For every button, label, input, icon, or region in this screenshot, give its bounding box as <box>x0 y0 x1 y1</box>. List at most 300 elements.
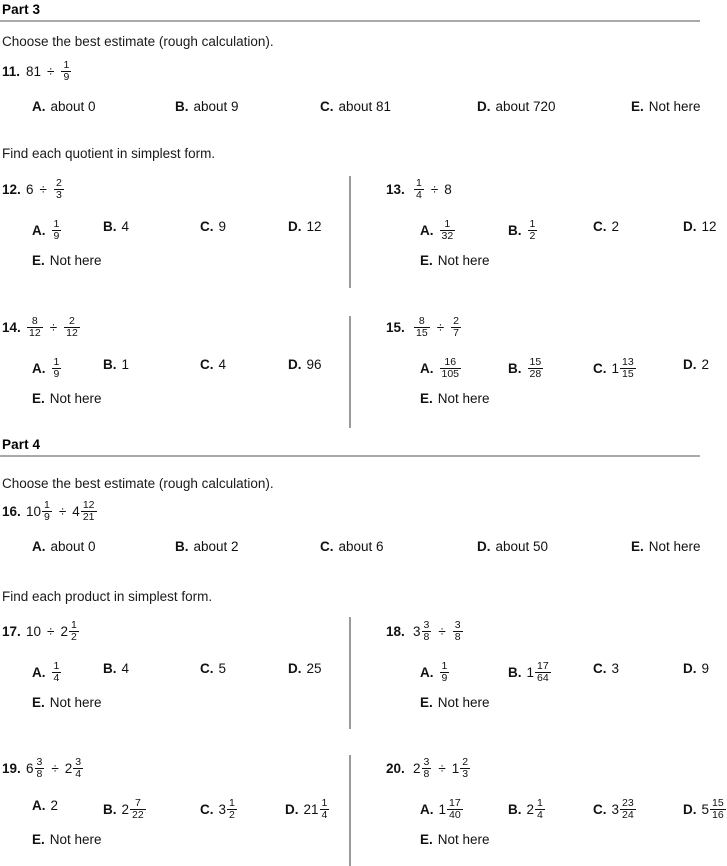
question-18-stem <box>384 620 700 643</box>
question-17-options <box>0 661 350 685</box>
option-d-letter: D. <box>288 661 302 676</box>
question-20 <box>350 755 724 847</box>
option-d-letter: D. <box>683 357 697 372</box>
question-17-stem <box>0 620 350 643</box>
fraction-numerator: 2 <box>55 176 62 189</box>
fraction-numerator: 2 <box>462 755 469 768</box>
option-e-value: Not here <box>437 391 490 406</box>
fraction-denominator: 9 <box>53 367 60 380</box>
fraction-denominator: 8 <box>36 767 43 780</box>
option-b[interactable] <box>508 219 538 242</box>
fraction-numerator: 1 <box>529 217 536 230</box>
mixed-whole: 2 <box>526 801 535 817</box>
option-e[interactable] <box>420 391 700 406</box>
option-a-letter: A. <box>420 802 434 817</box>
divide-operator: ÷ <box>51 761 59 776</box>
question-19-expression <box>26 757 84 780</box>
mixed-whole: 10 <box>26 503 42 519</box>
question-20-options <box>384 796 724 822</box>
option-e-letter: E. <box>420 695 433 710</box>
option-e[interactable] <box>32 695 350 710</box>
mixed-whole: 2 <box>64 760 73 776</box>
option-c[interactable] <box>200 798 238 821</box>
question-13-expression <box>413 178 452 201</box>
option-b-letter: B. <box>508 361 522 376</box>
question-14-number: 14. <box>2 320 21 335</box>
question-11-stem <box>0 60 700 83</box>
mixed-fraction <box>710 798 726 821</box>
fraction-2 <box>64 316 80 339</box>
option-a-value: about 0 <box>50 99 96 114</box>
option-d[interactable] <box>288 357 322 372</box>
fraction-denominator: 24 <box>622 808 634 821</box>
fraction-denominator: 4 <box>537 808 543 821</box>
option-e[interactable] <box>631 99 701 114</box>
option-b[interactable] <box>508 661 552 684</box>
option-e-letter: E. <box>32 832 45 847</box>
fraction-numerator: 1 <box>441 659 448 672</box>
option-a-letter: A. <box>32 223 46 238</box>
question-14-expression <box>26 316 81 339</box>
question-20-stem <box>384 757 700 780</box>
fraction-numerator: 3 <box>36 755 43 768</box>
question-12-options <box>0 219 350 243</box>
fraction-numerator: 3 <box>423 755 430 768</box>
option-c-letter: C. <box>593 802 607 817</box>
part-4-section <box>0 437 700 457</box>
option-b-letter: B. <box>508 223 522 238</box>
option-b-letter: B. <box>175 99 189 114</box>
option-a-letter: A. <box>32 798 46 813</box>
mixed-fraction <box>42 500 52 523</box>
operand-whole: 10 <box>26 624 42 639</box>
option-b-letter: B. <box>508 665 522 680</box>
option-c[interactable] <box>200 219 226 234</box>
option-e-letter: E. <box>631 539 644 554</box>
mixed-whole: 1 <box>438 801 447 817</box>
divide-operator: ÷ <box>438 761 446 776</box>
option-b-letter: B. <box>508 802 522 817</box>
mixed-fraction <box>422 620 432 643</box>
option-c-value: 5 <box>218 661 227 676</box>
option-c-value: 3 <box>611 661 620 676</box>
fraction-2 <box>451 316 461 339</box>
option-c[interactable] <box>593 357 637 380</box>
option-c-mixed-number <box>219 798 238 821</box>
question-16-expression <box>26 500 98 523</box>
option-d[interactable] <box>288 219 322 234</box>
option-d-mixed-number <box>702 798 727 821</box>
mixed-fraction <box>535 798 545 821</box>
fraction <box>27 316 43 339</box>
option-a[interactable] <box>32 798 58 813</box>
option-a[interactable] <box>32 661 62 684</box>
divide-operator: ÷ <box>47 64 55 79</box>
fraction-denominator: 32 <box>441 229 454 242</box>
mixed-fraction <box>227 798 237 821</box>
fraction-numerator: 1 <box>229 796 235 809</box>
option-a-fraction <box>52 661 62 684</box>
option-a[interactable] <box>32 99 96 114</box>
fraction-denominator: 3 <box>462 767 469 780</box>
fraction <box>414 316 430 339</box>
option-d-value: 12 <box>306 219 322 234</box>
fraction-numerator: 1 <box>537 796 543 809</box>
operand-whole: 8 <box>444 182 452 197</box>
fraction-denominator: 2 <box>529 229 536 242</box>
option-e-letter: E. <box>420 832 433 847</box>
option-b-letter: B. <box>103 802 117 817</box>
fraction-numerator: 1 <box>53 659 60 672</box>
option-a-value: about 0 <box>50 539 96 554</box>
fraction-denominator: 15 <box>416 326 428 339</box>
fraction-numerator: 2 <box>69 314 75 327</box>
question-13 <box>350 176 717 268</box>
mixed-fraction <box>320 798 330 821</box>
question-row-14-15 <box>0 314 710 406</box>
option-b-letter: B. <box>103 661 117 676</box>
option-d[interactable] <box>477 539 548 554</box>
option-a-letter: A. <box>32 665 46 680</box>
mixed-whole: 2 <box>60 623 68 639</box>
mixed-fraction <box>130 798 146 821</box>
option-c[interactable] <box>593 661 619 676</box>
fraction-numerator: 1 <box>53 355 60 368</box>
option-a-fraction <box>440 219 456 242</box>
option-d-value: 25 <box>306 661 322 676</box>
fraction-numerator: 1 <box>416 176 422 189</box>
question-12 <box>0 178 350 268</box>
part-3-rule <box>0 20 700 22</box>
option-e[interactable] <box>631 539 701 554</box>
question-18-options <box>384 659 710 685</box>
option-a-fraction <box>52 219 62 242</box>
question-15-stem <box>384 316 700 339</box>
divide-operator: ÷ <box>58 504 67 519</box>
option-a[interactable] <box>420 357 462 380</box>
part-3-section <box>0 2 700 22</box>
fraction-numerator: 3 <box>75 755 82 768</box>
option-c[interactable] <box>200 357 226 372</box>
option-b[interactable] <box>508 798 546 821</box>
mixed-whole: 5 <box>701 801 710 817</box>
option-e[interactable] <box>32 391 350 406</box>
option-e-value: Not here <box>49 253 102 268</box>
option-b[interactable] <box>508 357 544 380</box>
option-d-letter: D. <box>683 219 697 234</box>
mixed-fraction <box>69 620 79 643</box>
divide-operator: ÷ <box>438 624 446 639</box>
question-20-number: 20. <box>386 761 405 776</box>
option-a[interactable] <box>420 661 450 684</box>
option-b[interactable] <box>175 99 239 114</box>
option-b[interactable] <box>103 798 147 821</box>
fraction-numerator: 8 <box>31 314 38 327</box>
option-c[interactable] <box>320 99 391 114</box>
option-c-letter: C. <box>200 219 214 234</box>
fraction-2 <box>453 620 463 643</box>
option-a-letter: A. <box>32 99 46 114</box>
option-b[interactable] <box>103 357 129 372</box>
fraction-denominator: 105 <box>441 367 460 380</box>
mixed-number-left <box>26 500 53 523</box>
option-c-value: about 81 <box>338 99 392 114</box>
option-e-value: Not here <box>648 99 701 114</box>
option-d-value: about 50 <box>495 539 549 554</box>
fraction-numerator: 1 <box>444 217 451 230</box>
fraction-numerator: 1 <box>63 58 70 71</box>
option-d[interactable] <box>683 661 709 676</box>
option-e-value: Not here <box>437 253 490 268</box>
mixed-number-right <box>72 500 97 523</box>
fraction-numerator: 1 <box>321 796 328 809</box>
divide-operator: ÷ <box>49 320 58 335</box>
option-e[interactable] <box>32 253 350 268</box>
option-c-letter: C. <box>200 357 214 372</box>
question-19-stem <box>0 757 350 780</box>
fraction-numerator: 13 <box>622 355 634 368</box>
option-c-letter: C. <box>593 361 607 376</box>
mixed-whole: 2 <box>413 760 421 776</box>
option-a-fraction <box>52 357 62 380</box>
option-c-letter: C. <box>200 802 214 817</box>
part-4-rule <box>0 455 700 457</box>
fraction-denominator: 8 <box>454 630 461 643</box>
question-14-stem <box>0 316 350 339</box>
option-d-letter: D. <box>683 802 697 817</box>
question-12-expression <box>26 178 65 201</box>
question-13-number: 13. <box>386 182 405 197</box>
option-c-value: 2 <box>611 219 620 234</box>
option-d[interactable] <box>683 357 709 372</box>
option-e[interactable] <box>420 253 700 268</box>
option-e[interactable] <box>420 832 700 847</box>
option-d[interactable] <box>683 798 727 821</box>
option-d-value: 2 <box>701 357 710 372</box>
fraction-denominator: 7 <box>453 326 459 339</box>
option-e-letter: E. <box>420 391 433 406</box>
option-b-fraction <box>528 357 544 380</box>
option-b-letter: B. <box>175 539 189 554</box>
question-17 <box>0 620 350 710</box>
question-16-stem <box>0 500 700 523</box>
mixed-whole: 1 <box>451 760 460 776</box>
option-d-value: 12 <box>701 219 717 234</box>
option-d-value: 96 <box>306 357 322 372</box>
option-b-value: 4 <box>121 661 130 676</box>
option-d-letter: D. <box>477 539 491 554</box>
option-a-letter: A. <box>420 223 434 238</box>
option-d-letter: D. <box>683 661 697 676</box>
mixed-number-2 <box>65 757 84 780</box>
question-13-options <box>384 217 717 243</box>
fraction-numerator: 7 <box>134 796 141 809</box>
fraction <box>61 60 71 83</box>
option-a[interactable] <box>420 219 456 242</box>
option-b-letter: B. <box>103 357 117 372</box>
divide-operator: ÷ <box>436 320 445 335</box>
option-b[interactable] <box>103 219 129 234</box>
fraction-numerator: 12 <box>82 498 95 511</box>
question-14 <box>0 316 350 406</box>
option-e-value: Not here <box>437 832 490 847</box>
option-c-mixed-number <box>612 798 637 821</box>
option-d[interactable] <box>288 661 322 676</box>
fraction-denominator: 16 <box>712 808 724 821</box>
option-b-fraction <box>528 219 538 242</box>
option-d-letter: D. <box>477 99 491 114</box>
fraction-denominator: 15 <box>622 367 634 380</box>
mixed-number <box>413 757 432 780</box>
option-a[interactable] <box>32 357 62 380</box>
mixed-fraction <box>620 357 636 380</box>
option-a-value: 2 <box>50 798 59 813</box>
option-d[interactable] <box>285 798 330 821</box>
question-14-options <box>0 357 350 381</box>
option-c-mixed-number <box>612 357 637 380</box>
question-16-options <box>0 539 700 563</box>
option-c[interactable] <box>320 539 384 554</box>
mixed-fraction <box>73 757 83 780</box>
option-a-letter: A. <box>32 539 46 554</box>
operand-left: 81 <box>26 64 42 79</box>
option-d-letter: D. <box>288 357 302 372</box>
fraction-numerator: 3 <box>423 618 430 631</box>
part-3-instruction-1: Choose the best estimate (rough calculation). <box>2 34 274 49</box>
mixed-fraction <box>620 798 636 821</box>
option-b-value: about 2 <box>193 539 239 554</box>
question-16-number: 16. <box>2 504 21 519</box>
mixed-fraction <box>460 757 470 780</box>
option-a[interactable] <box>32 219 62 242</box>
option-e-letter: E. <box>32 695 45 710</box>
fraction-numerator: 16 <box>444 355 457 368</box>
fraction-denominator: 12 <box>29 326 41 339</box>
question-11-expression <box>26 60 72 83</box>
fraction-denominator: 22 <box>132 808 144 821</box>
question-12-number: 12. <box>2 182 21 197</box>
mixed-fraction <box>447 798 463 821</box>
question-18-expression <box>413 620 464 643</box>
mixed-number <box>60 620 79 643</box>
part-4-instruction-1: Choose the best estimate (rough calculation). <box>2 476 274 491</box>
option-b[interactable] <box>103 661 129 676</box>
option-e[interactable] <box>32 832 350 847</box>
question-15 <box>350 314 710 406</box>
option-c-letter: C. <box>320 539 334 554</box>
question-18 <box>350 618 710 710</box>
mixed-whole: 4 <box>72 503 80 519</box>
fraction-denominator: 2 <box>70 630 77 643</box>
question-12-stem <box>0 178 350 201</box>
option-b-mixed-number <box>122 798 147 821</box>
question-row-17-18 <box>0 618 710 710</box>
option-c-value: 4 <box>218 357 227 372</box>
question-13-stem <box>384 178 700 201</box>
divide-operator: ÷ <box>39 182 47 197</box>
question-19 <box>0 757 350 847</box>
mixed-whole: 21 <box>303 801 319 817</box>
fraction-numerator: 2 <box>453 314 459 327</box>
option-e-value: Not here <box>437 695 490 710</box>
mixed-whole: 1 <box>526 664 535 680</box>
mixed-fraction <box>35 757 45 780</box>
question-11-options <box>0 99 700 123</box>
option-a[interactable] <box>32 539 96 554</box>
question-row-19-20 <box>0 755 724 847</box>
mixed-whole: 3 <box>611 801 620 817</box>
option-e[interactable] <box>420 695 700 710</box>
option-d[interactable] <box>477 99 556 114</box>
fraction-denominator: 3 <box>55 188 62 201</box>
question-16 <box>0 500 700 563</box>
option-c[interactable] <box>200 661 226 676</box>
mixed-whole: 3 <box>413 623 421 639</box>
option-b-letter: B. <box>103 219 117 234</box>
part-3-instruction-2: Find each quotient in simplest form. <box>2 146 216 161</box>
fraction-denominator: 9 <box>441 671 448 684</box>
question-20-expression <box>413 757 471 780</box>
option-a-fraction <box>440 357 462 380</box>
question-row-12-13 <box>0 176 717 268</box>
fraction-denominator: 9 <box>53 229 60 242</box>
fraction-denominator: 8 <box>423 630 430 643</box>
option-d-letter: D. <box>288 219 302 234</box>
option-a-letter: A. <box>420 361 434 376</box>
option-d[interactable] <box>683 219 717 234</box>
option-e-letter: E. <box>32 253 45 268</box>
option-a[interactable] <box>420 798 464 821</box>
fraction-denominator: 12 <box>66 326 78 339</box>
option-b-mixed-number <box>527 798 546 821</box>
part-4-instruction-2: Find each product in simplest form. <box>2 589 213 604</box>
operand-whole: 6 <box>26 182 34 197</box>
question-18-number: 18. <box>386 624 405 639</box>
option-c[interactable] <box>593 219 619 234</box>
fraction-denominator: 21 <box>82 510 95 523</box>
option-c-value: 9 <box>218 219 227 234</box>
option-c[interactable] <box>593 798 637 821</box>
fraction-denominator: 4 <box>416 188 422 201</box>
mixed-fraction <box>535 661 551 684</box>
option-e-value: Not here <box>49 391 102 406</box>
option-a-letter: A. <box>420 665 434 680</box>
option-b-mixed-number <box>527 661 552 684</box>
fraction-numerator: 17 <box>537 659 549 672</box>
question-11-number: 11. <box>2 64 21 79</box>
fraction <box>414 178 424 201</box>
fraction-numerator: 1 <box>53 217 60 230</box>
mixed-fraction <box>81 500 97 523</box>
option-c-letter: C. <box>200 661 214 676</box>
fraction-numerator: 17 <box>449 796 461 809</box>
fraction-numerator: 1 <box>70 618 77 631</box>
mixed-whole: 3 <box>218 801 227 817</box>
option-e-letter: E. <box>32 391 45 406</box>
option-c-letter: C. <box>593 219 607 234</box>
option-b[interactable] <box>175 539 239 554</box>
option-d-letter: D. <box>285 802 299 817</box>
option-a-mixed-number <box>439 798 464 821</box>
mixed-whole: 6 <box>26 760 34 776</box>
option-e-value: Not here <box>49 832 102 847</box>
mixed-number <box>413 620 432 643</box>
fraction-denominator: 9 <box>63 70 70 83</box>
part-3-title: Part 3 <box>2 2 41 17</box>
option-c-letter: C. <box>593 661 607 676</box>
option-c-value: about 6 <box>338 539 384 554</box>
mixed-whole: 2 <box>121 801 130 817</box>
